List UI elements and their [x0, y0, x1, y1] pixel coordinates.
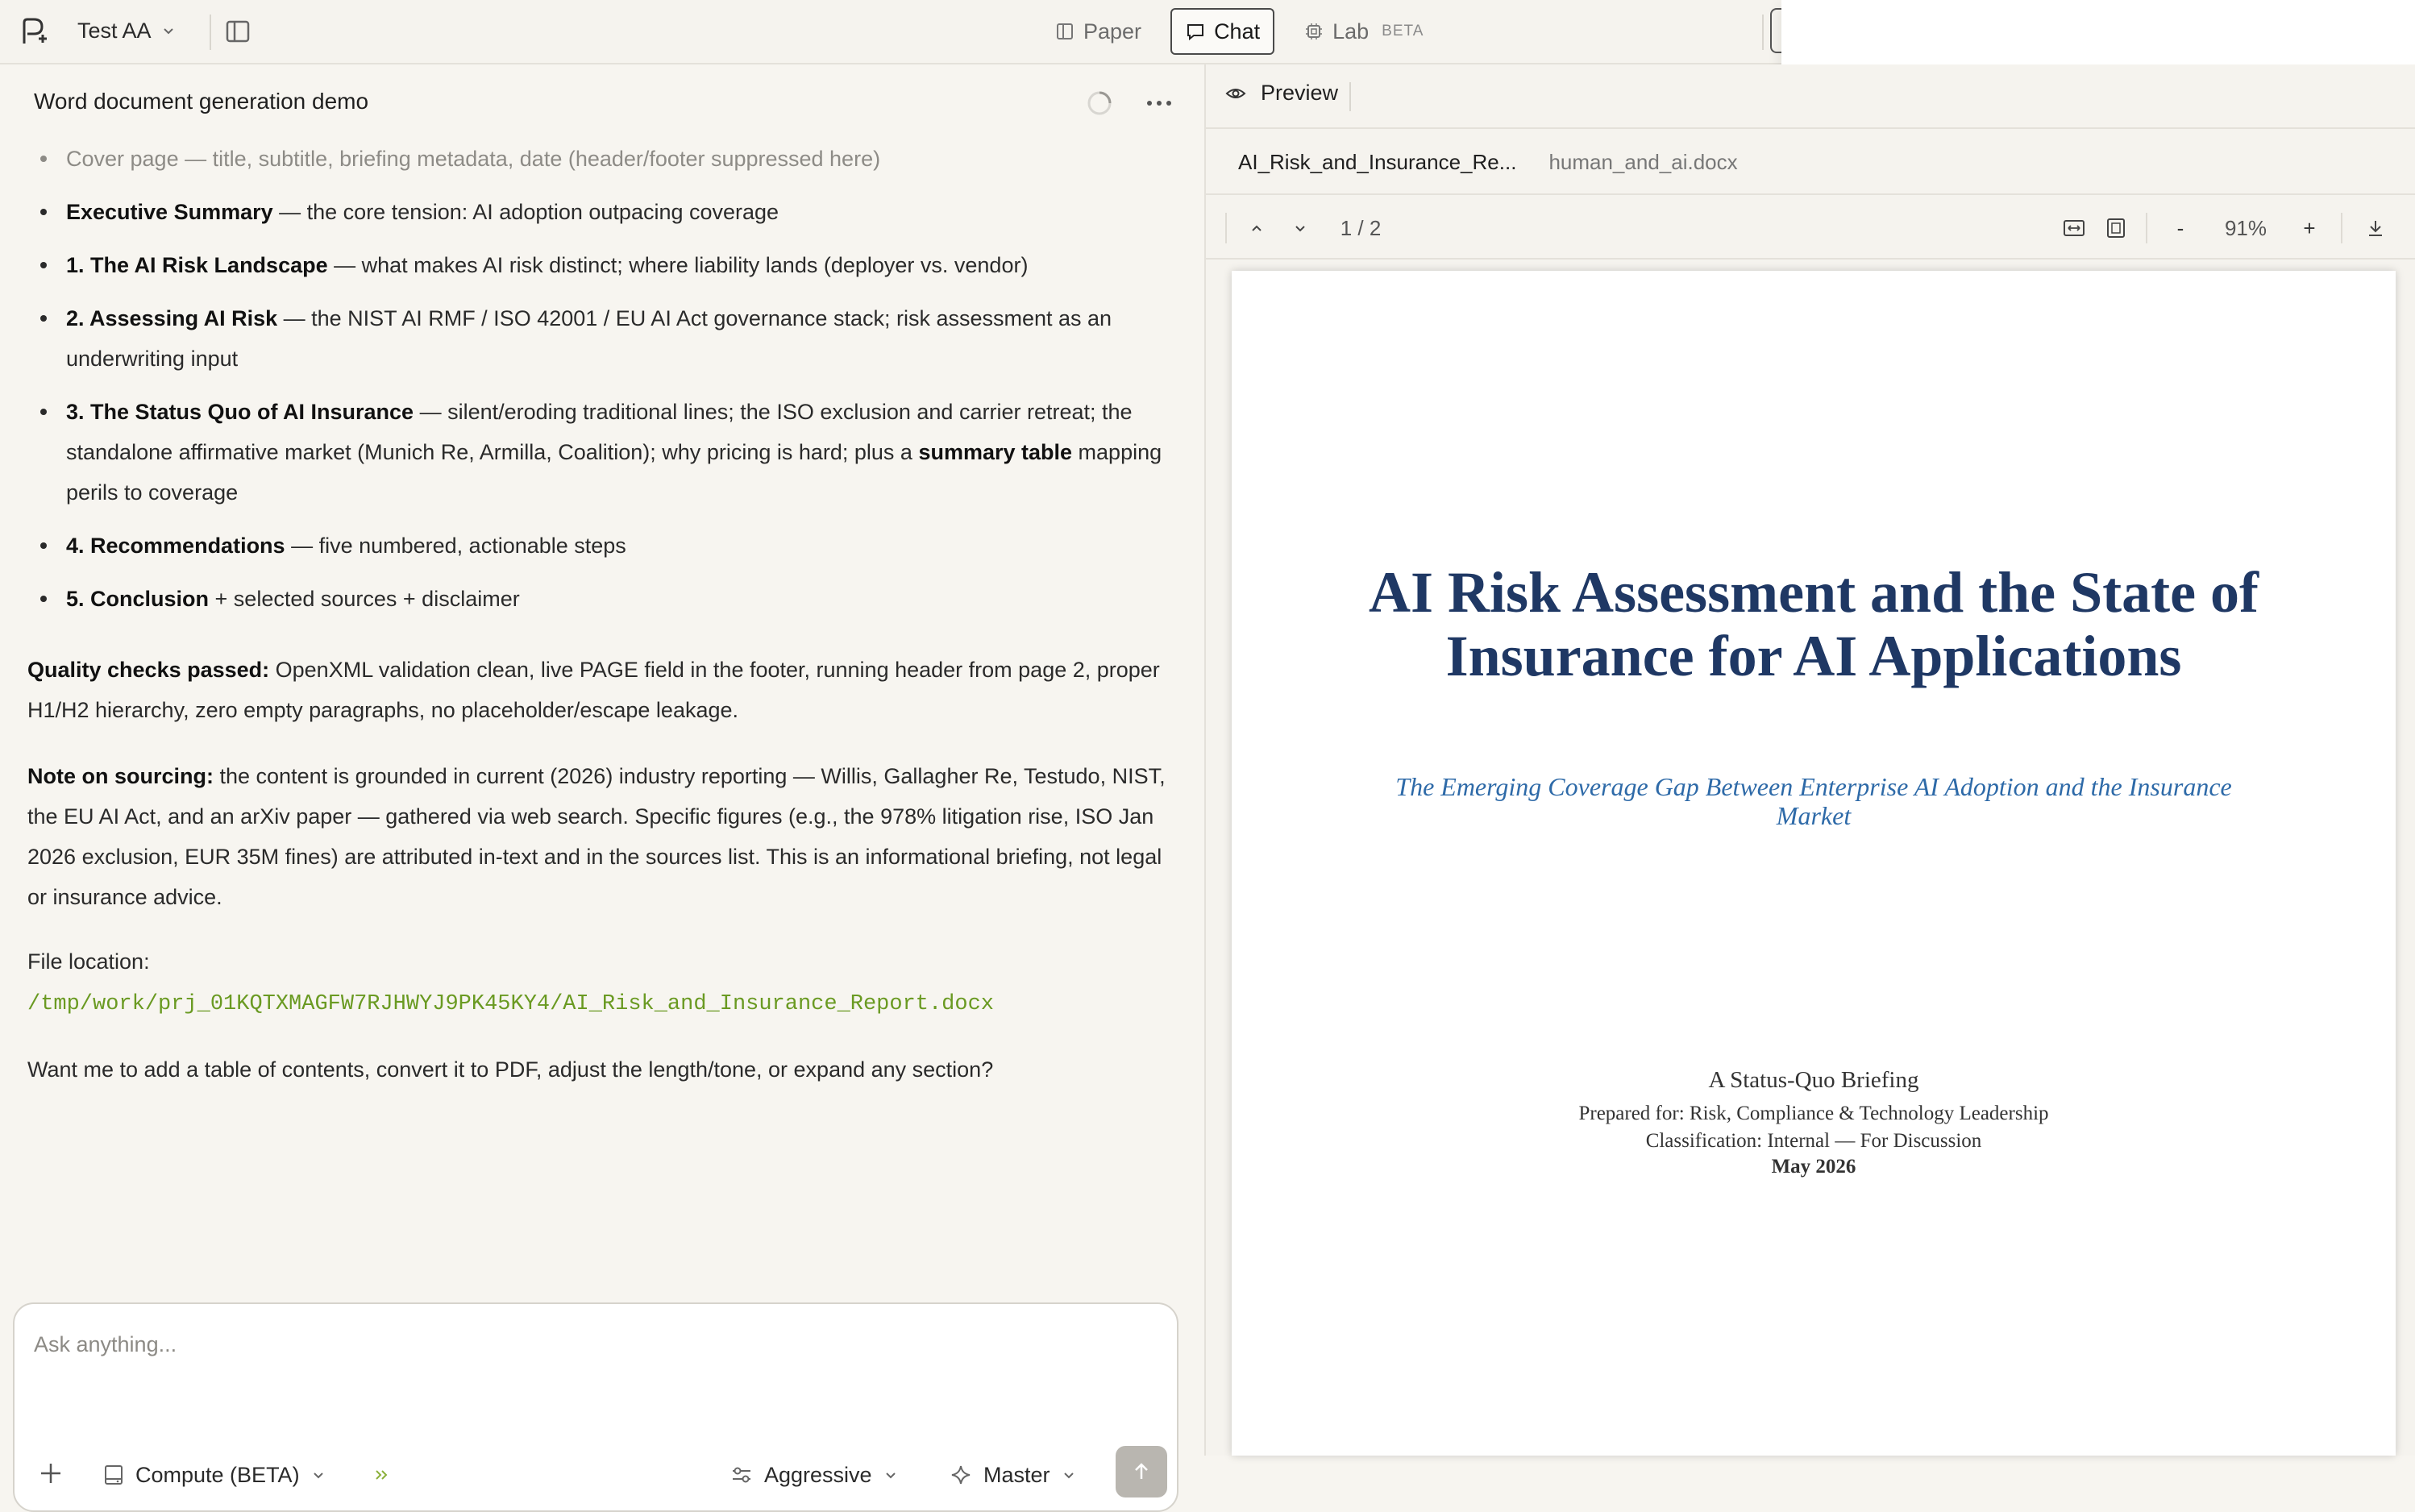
- sliders-icon: [730, 1464, 753, 1485]
- compute-icon: [103, 1464, 124, 1486]
- document-prepared-for: Prepared for: Risk, Compliance & Technology Leadership: [1578, 1103, 2049, 1124]
- zoom-level: 91%: [2224, 215, 2267, 240]
- more-options-icon[interactable]: [1143, 93, 1175, 113]
- sourcing-note-paragraph: Note on sourcing: the content is grounded in current (2026) industry reporting — Willis, Gallagher Re, Testudo, NIST, the EU AI Act, and an arXiv paper — gathered via web search. Specific figures (e.g., the 978% litigation rise, ISO Jan 2026 exclusion, EUR 35M fines) are attributed in-text and in the sources list. This is an informational briefing, not legal or insurance advice.: [27, 764, 1166, 909]
- file-path-paragraph: [27, 982, 1172, 1024]
- viewer-toolbar: [1206, 197, 2415, 260]
- chat-title: Word document generation demo: [34, 89, 369, 114]
- composer: [13, 1302, 1178, 1512]
- beta-badge: BETA: [1382, 23, 1424, 39]
- list-item: 1. The AI Risk Landscape — what makes AI risk distinct; where liability lands (deployer vs. vendor): [27, 245, 1172, 285]
- divider: [1762, 15, 1764, 50]
- file-tabs: [1206, 131, 2415, 195]
- chevron-down-icon: [161, 23, 176, 38]
- document-page: [1232, 271, 2396, 1456]
- mode-selector[interactable]: [730, 1457, 898, 1493]
- preview-header: [1206, 64, 2415, 129]
- fit-width-icon: [2062, 218, 2086, 239]
- book-icon: [1054, 21, 1075, 42]
- list-item: Executive Summary — the core tension: AI adoption outpacing coverage: [27, 192, 1172, 232]
- chevron-up-icon: [1249, 221, 1264, 235]
- zoom-out-button[interactable]: -: [2176, 215, 2184, 240]
- sourcing-note-label: Note on sourcing:: [27, 764, 214, 788]
- chevron-down-icon: [1293, 221, 1307, 235]
- next-page-button[interactable]: [1285, 213, 1316, 243]
- divider: [2341, 213, 2342, 243]
- file-location-label: File location:: [27, 949, 150, 974]
- double-chevron-right-icon: [372, 1465, 392, 1485]
- compute-label: Compute (BETA): [135, 1462, 300, 1487]
- preview-pane: [1206, 64, 2415, 1456]
- window-edge: [1770, 8, 1781, 53]
- document-classification: Classification: Internal — For Discussion: [1645, 1130, 1982, 1152]
- file-path[interactable]: /tmp/work/prj_01KQTXMAGFW7RJHWYJ9PK45KY4/AI_Risk_and_Insurance_Report.docx: [27, 992, 994, 1016]
- chevron-down-icon: [1062, 1468, 1076, 1482]
- divider: [210, 15, 211, 50]
- list-item: 2. Assessing AI Risk — the NIST AI RMF / ISO 42001 / EU AI Act governance stack; risk assessment as an underwriting input: [27, 298, 1172, 379]
- previous-page-button[interactable]: [1241, 213, 1272, 243]
- add-attachment-button[interactable]: [37, 1456, 64, 1491]
- list-item: Cover page — title, subtitle, briefing metadata, date (header/footer suppressed here): [27, 139, 1172, 179]
- chat-bubble-icon: [1185, 21, 1206, 42]
- send-button[interactable]: [1116, 1446, 1167, 1497]
- chevron-down-icon: [311, 1468, 326, 1482]
- sparkle-icon: [950, 1464, 972, 1486]
- document-subtitle: The Emerging Coverage Gap Between Enterprise AI Adoption and the Insurance Market: [1395, 772, 2232, 830]
- chat-input[interactable]: [34, 1327, 1146, 1362]
- document-title: AI Risk Assessment and the State of Insurance for AI Applications: [1368, 560, 2259, 688]
- expand-toggle-button[interactable]: [372, 1457, 392, 1493]
- download-button[interactable]: [2360, 213, 2391, 243]
- chevron-down-icon: [883, 1468, 898, 1482]
- divider: [1225, 213, 1227, 243]
- workspace-name: Test AA: [77, 18, 152, 43]
- preview-title: [1225, 81, 1338, 106]
- sidebar-toggle-icon[interactable]: [224, 18, 251, 45]
- file-tab-human-and-ai[interactable]: human_and_ai.docx: [1548, 149, 1738, 174]
- arrow-up-icon: [1130, 1460, 1153, 1483]
- document-briefing: A Status-Quo Briefing: [1708, 1067, 1919, 1093]
- list-item: 4. Recommendations — five numbered, actionable steps: [27, 525, 1172, 566]
- file-tab-report[interactable]: AI_Risk_and_Insurance_Re...: [1238, 149, 1517, 174]
- list-item: 3. The Status Quo of AI Insurance — silent/eroding traditional lines; the ISO exclusion and carrier retreat; the standalone affirmative market (Munich Re, Armilla, Coalition); why pricing is hard; plus a summary table mapping perils to coverage: [27, 392, 1172, 513]
- download-icon: [2365, 218, 2386, 239]
- compute-selector[interactable]: [103, 1457, 326, 1493]
- tab-chat-label: Chat: [1214, 19, 1261, 44]
- model-label: Master: [983, 1462, 1050, 1487]
- chat-pane: [0, 64, 1204, 1487]
- workspace-selector[interactable]: [77, 15, 176, 47]
- page-indicator: 1 / 2: [1340, 215, 1382, 240]
- loading-spinner-icon: [1085, 89, 1114, 118]
- model-selector[interactable]: [950, 1457, 1076, 1493]
- followup-question: Want me to add a table of contents, convert it to PDF, adjust the length/tone, or expand any section?: [27, 1057, 994, 1082]
- chip-icon: [1303, 21, 1324, 42]
- tab-paper-label: Paper: [1083, 19, 1142, 44]
- mode-label: Aggressive: [764, 1462, 872, 1487]
- tab-paper[interactable]: [1040, 8, 1156, 55]
- fit-page-button[interactable]: [2101, 213, 2131, 243]
- tab-lab-label: Lab: [1332, 19, 1370, 44]
- section-list: [27, 139, 1172, 632]
- divider: [2146, 213, 2147, 243]
- fit-width-button[interactable]: [2059, 213, 2089, 243]
- app-logo-icon[interactable]: [18, 16, 50, 48]
- document-date: May 2026: [1771, 1156, 1856, 1178]
- preview-label: Preview: [1261, 81, 1339, 105]
- mode-switcher: [1040, 7, 1438, 56]
- list-item: 5. Conclusion + selected sources + disclaimer: [27, 579, 1172, 619]
- eye-icon: [1225, 83, 1246, 104]
- tab-chat[interactable]: [1170, 8, 1274, 55]
- divider: [1349, 82, 1351, 111]
- quality-checks-label: Quality checks passed:: [27, 658, 270, 682]
- plus-icon: [37, 1460, 64, 1487]
- fit-page-icon: [2105, 217, 2127, 239]
- tab-lab[interactable]: [1289, 8, 1438, 55]
- zoom-in-button[interactable]: +: [2303, 215, 2316, 240]
- quality-checks-paragraph: Quality checks passed: OpenXML validation clean, live PAGE field in the footer, running header from page 2, proper H1/H2 hierarchy, zero empty paragraphs, no placeholder/escape leakage.: [27, 658, 1160, 722]
